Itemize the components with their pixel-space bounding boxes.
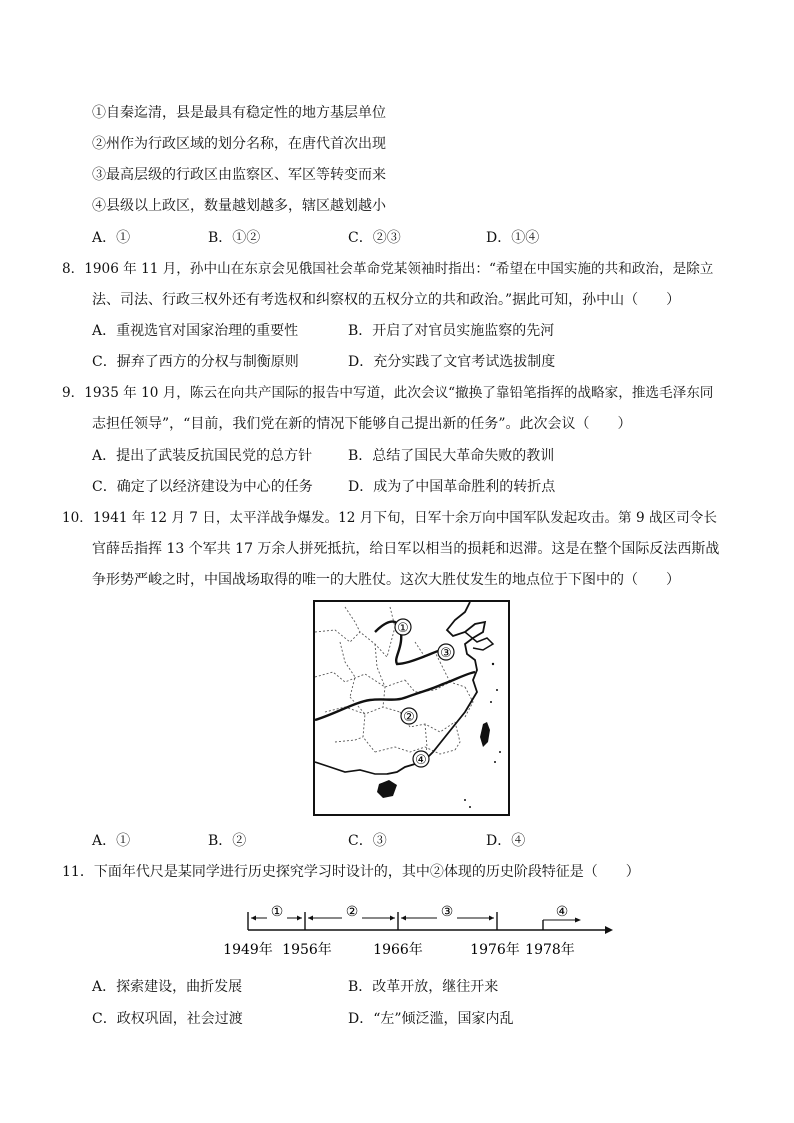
q11-option-d: D．“左”倾泛滥，国家内乱 [348,1011,514,1027]
timeline-year-1949: 1949年 [223,942,273,958]
q10-option-a: A．① [92,833,131,849]
map-marker-3 [438,644,454,661]
china-map [313,600,510,816]
map-marker-2-label: ② [403,710,415,725]
q10-stem-line-2: 官薛岳指挥 13 个军共 17 万余人拼死抵抗，给日军以相当的损耗和迟滞。这是在整个国际反法西斯战 [92,541,720,557]
q11-option-b: B．改革开放，继往开来 [348,979,499,995]
q7-option-d: D．①④ [486,230,540,246]
china-map-drawing [315,602,508,814]
q7-option-b: B．①② [208,230,261,246]
timeline-year-1978: 1978年 [525,942,575,958]
q9-option-d: D．成为了中国革命胜利的转折点 [348,479,556,495]
q7-statement-2: ②州作为行政区域的划分名称，在唐代首次出现 [92,136,386,152]
map-marker-4 [413,751,429,768]
q7-statement-3: ③最高层级的行政区由监察区、军区等转变而来 [92,167,386,183]
timeline-segment-3-label: ③ [440,904,454,920]
q11-option-a: A．探索建设，曲折发展 [92,979,243,995]
timeline-segment-3 [401,904,494,926]
timeline-segment-1-label: ① [270,904,284,920]
timeline-year-1976: 1976年 [470,942,520,958]
map-marker-1-label: ① [397,621,409,636]
map-marker-4-label: ④ [415,753,427,768]
q8-option-a: A．重视选官对国家治理的重要性 [92,323,299,339]
province-borders [315,607,473,767]
timeline-year-1956: 1956年 [282,942,332,958]
hainan-island [377,780,397,798]
q10-stem-line-1: 10．1941 年 12 月 7 日，太平洋战争爆发。12 月下旬，日军十余万向中国军队发起攻击。第 9 战区司令长 [62,510,717,526]
timeline-segment-4 [543,904,581,923]
q10-option-c: C．③ [348,833,387,849]
q10-stem-line-3: 争形势严峻之时，中国战场取得的唯一的大胜仗。这次大胜仗发生的地点位于下图中的（ ） [92,572,680,588]
q8-stem-line-1: 8．1906 年 11 月，孙中山在东京会见俄国社会革命党某领袖时指出：“希望在中国实施的共和政治，是除立 [62,261,714,277]
timeline-segment-2 [308,904,395,926]
taiwan-island [480,722,490,747]
timeline-segment-2-label: ② [345,904,359,920]
timeline-drawing [215,896,615,966]
q7-statement-1: ①自秦迄清，县是最具有稳定性的地方基层单位 [92,105,386,121]
southern-border [315,762,387,774]
q7-option-c: C．②③ [348,230,401,246]
q9-option-b: B．总结了国民大革命失败的教训 [348,448,555,464]
q8-option-d: D．充分实践了文官考试选拔制度 [348,354,556,370]
timeline-segment-1 [251,904,302,926]
q9-stem-line-1: 9．1935 年 10 月，陈云在向共产国际的报告中写道，此次会议“撤换了靠铅笔指挥的战略家，推选毛泽东同 [62,385,714,401]
map-marker-1 [395,619,411,636]
q9-option-a: A．提出了武装反抗国民党的总方针 [92,448,313,464]
yangtze-river [315,672,475,720]
timeline-ticks [248,912,543,930]
map-marker-2 [401,708,417,725]
timeline-year-1966: 1966年 [373,942,423,958]
q8-stem-line-2: 法、司法、行政三权外还有考选权和纠察权的五权分立的共和政治。”据此可知，孙中山（ ） [92,292,681,308]
q11-stem: 11．下面年代尺是某同学进行历史探究学习时设计的，其中②体现的历史阶段特征是（ ） [62,864,640,880]
q8-option-b: B．开启了对官员实施监察的先河 [348,323,555,339]
map-marker-3-label: ③ [440,646,452,661]
q11-option-c: C．政权巩固，社会过渡 [92,1011,243,1027]
timeline-axis-arrow [605,926,613,934]
q10-option-d: D．④ [486,833,526,849]
timeline-segment-4-label: ④ [555,904,569,920]
q10-option-b: B．② [208,833,247,849]
q7-statement-4: ④县级以上政区，数量越划越多，辖区越划越小 [92,198,386,214]
q7-option-a: A．① [92,230,131,246]
q9-option-c: C．确定了以经济建设为中心的任务 [92,479,313,495]
timeline [215,896,615,966]
q8-option-c: C．摒弃了西方的分权与制衡原则 [92,354,299,370]
q9-stem-line-2: 志担任领导”，“目前，我们党在新的情况下能够自己提出新的任务”。此次会议（ ） [92,416,632,432]
